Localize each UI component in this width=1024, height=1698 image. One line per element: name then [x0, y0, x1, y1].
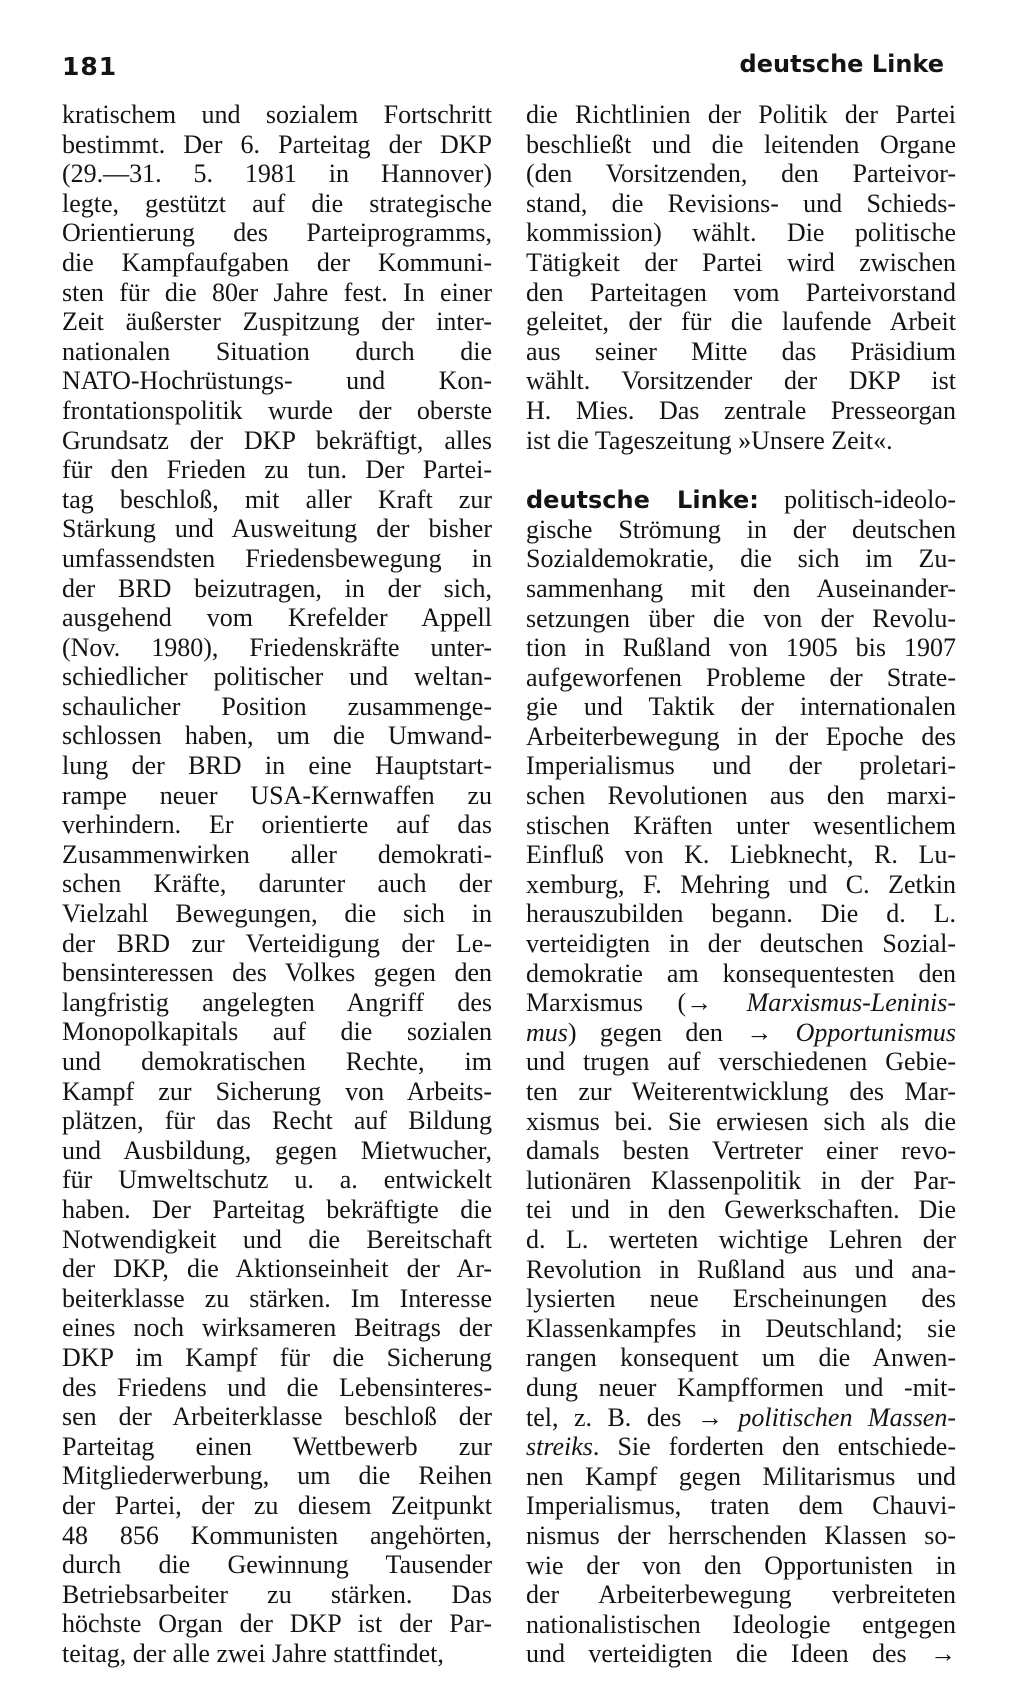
- text-line: nationalistischen Ideologie entgegen: [526, 1609, 956, 1639]
- left-column: [62, 100, 492, 1668]
- right-column: [526, 100, 956, 1669]
- text-line: dung neuer Kampfformen und -mit-: [526, 1372, 956, 1402]
- text-line: schen Kräfte, darunter auch der: [62, 869, 492, 899]
- reference-suffix: ) gegen den →: [567, 1017, 796, 1047]
- text-line: die Richtlinien der Politik der Partei: [526, 100, 956, 129]
- text-line-with-reference: [526, 1432, 956, 1462]
- text-line: Orientierung des Parteiprogramms,: [62, 218, 492, 248]
- text-line: frontationspolitik wurde der oberste: [62, 395, 492, 425]
- cross-reference-link[interactable]: streiks: [526, 1432, 593, 1462]
- text-line: beschließt und die leitenden Organe: [526, 129, 956, 159]
- text-line: Sozialdemokratie, die sich im Zu-: [526, 544, 956, 574]
- entry-first-line: [526, 485, 956, 515]
- text-line: haben. Der Parteitag bekräftigte die: [62, 1194, 492, 1224]
- text-line: Parteitag einen Wettbewerb zur: [62, 1431, 492, 1461]
- text-line: und trugen auf verschiedenen Gebie-: [526, 1047, 956, 1077]
- entry-first-line-text: politisch-ideolo-: [784, 485, 956, 515]
- text-line: sten für die 80er Jahre fest. In einer: [62, 277, 492, 307]
- text-line: Klassenkampfes in Deutschland; sie: [526, 1313, 956, 1343]
- text-line-with-reference: [526, 1403, 956, 1433]
- cross-reference-link[interactable]: mus: [526, 1017, 568, 1047]
- text-line: bensinteressen des Volkes gegen den: [62, 958, 492, 988]
- text-line: schiedlicher politischer und weltan-: [62, 662, 492, 692]
- text-line: gische Strömung in der deutschen: [526, 514, 956, 544]
- text-line: rampe neuer USA-Kernwaffen zu: [62, 780, 492, 810]
- text-line: Revolution in Rußland aus und ana-: [526, 1254, 956, 1284]
- cross-reference-link[interactable]: politischen Massen-: [738, 1402, 957, 1432]
- text-line: verteidigten in der deutschen Sozial-: [526, 929, 956, 959]
- text-line: Zusammenwirken aller demokrati-: [62, 839, 492, 869]
- text-line-with-reference: [526, 988, 956, 1018]
- text-line: Imperialismus, traten dem Chauvi-: [526, 1491, 956, 1521]
- text-line: (den Vorsitzenden, den Parteivor-: [526, 159, 956, 189]
- text-line: die Kampfaufgaben der Kommuni-: [62, 247, 492, 277]
- text-line: stand, die Revisions- und Schieds-: [526, 188, 956, 218]
- text-line: und demokratischen Rechte, im: [62, 1047, 492, 1076]
- text-line: verhindern. Er orientierte auf das: [62, 810, 492, 840]
- text-line: der Partei, der zu diesem Zeitpunkt: [62, 1490, 492, 1520]
- text-line: und verteidigten die Ideen des →: [526, 1639, 956, 1669]
- text-line: (29.—31. 5. 1981 in Hannover): [62, 159, 492, 189]
- text-line: schen Revolutionen aus den marxi-: [526, 781, 956, 811]
- text-line: schlossen haben, um die Umwand-: [62, 721, 492, 751]
- text-line: wie der von den Opportunisten in: [526, 1550, 956, 1580]
- text-line: bestimmt. Der 6. Parteitag der DKP: [62, 129, 492, 159]
- text-line: teitag, der alle zwei Jahre stattfindet,: [62, 1638, 444, 1668]
- text-line: xismus bei. Sie erwiesen sich als die: [526, 1106, 956, 1136]
- text-line: der BRD beizutragen, in der sich,: [62, 573, 492, 603]
- text-line: nationalen Situation durch die: [62, 336, 492, 366]
- text-line: Betriebsarbeiter zu stärken. Das: [62, 1579, 492, 1609]
- text-line: sammenhang mit den Auseinander-: [526, 573, 956, 603]
- text-line: xemburg, F. Mehring und C. Zetkin: [526, 869, 956, 899]
- text-line: kommission) wählt. Die politische: [526, 218, 956, 248]
- text-line: beiterklasse zu stärken. Im Interesse: [62, 1283, 492, 1313]
- text-line: der DKP, die Aktionseinheit der Ar-: [62, 1254, 492, 1284]
- text-line: (Nov. 1980), Friedenskräfte unter-: [62, 632, 492, 662]
- text-line: Notwendigkeit und die Bereitschaft: [62, 1224, 492, 1254]
- text-line: lutionären Klassenpolitik in der Par-: [526, 1165, 956, 1195]
- text-line: Vielzahl Bewegungen, die sich in: [62, 899, 492, 929]
- text-line: Stärkung und Ausweitung der bisher: [62, 514, 492, 544]
- entry-term: deutsche Linke:: [526, 486, 759, 515]
- text-line: lysierten neue Erscheinungen des: [526, 1284, 956, 1314]
- text-line: Arbeiterbewegung in der Epoche des: [526, 721, 956, 751]
- text-line: schaulicher Position zusammenge-: [62, 691, 492, 721]
- text-line: tion in Rußland von 1905 bis 1907: [526, 633, 956, 663]
- text-line: damals besten Vertreter einer revo-: [526, 1136, 956, 1166]
- text-line: den Parteitagen vom Parteivorstand: [526, 277, 956, 307]
- text-line: plätzen, für das Recht auf Bildung: [62, 1106, 492, 1136]
- text-line: gie und Taktik der internationalen: [526, 692, 956, 722]
- text-line: stischen Kräften unter wesentlichem: [526, 810, 956, 840]
- text-line: und Ausbildung, gegen Mietwucher,: [62, 1135, 492, 1165]
- text-line: Grundsatz der DKP bekräftigt, alles: [62, 425, 492, 455]
- reference-suffix: . Sie forderten den entschiede-: [592, 1432, 956, 1462]
- running-head: deutsche Linke: [739, 50, 944, 78]
- text-line: kratischem und sozialem Fortschritt: [62, 100, 492, 129]
- cross-reference-link[interactable]: Marxismus-Leninis-: [746, 988, 956, 1018]
- text-line: H. Mies. Das zentrale Presseorgan: [526, 395, 956, 425]
- text-line: d. L. werteten wichtige Lehren der: [526, 1224, 956, 1254]
- text-line: langfristig angelegten Angriff des: [62, 987, 492, 1017]
- text-line: Mitgliederwerbung, um die Reihen: [62, 1461, 492, 1491]
- text-line: NATO-Hochrüstungs- und Kon-: [62, 366, 492, 396]
- page-number: 181: [62, 52, 118, 81]
- text-line: für Umweltschutz u. a. entwickelt: [62, 1165, 492, 1195]
- text-line: Imperialismus und der proletari-: [526, 751, 956, 781]
- paragraph-gap: [526, 455, 956, 485]
- text-line: umfassendsten Friedensbewegung in: [62, 543, 492, 573]
- text-line: lung der BRD in eine Hauptstart-: [62, 751, 492, 781]
- text-line: rangen konsequent um die Anwen-: [526, 1343, 956, 1373]
- text-line: wählt. Vorsitzender der DKP ist: [526, 366, 956, 396]
- text-line: des Friedens und die Lebensinteres-: [62, 1372, 492, 1402]
- text-line-with-reference: [526, 1018, 956, 1048]
- text-line: herauszubilden begann. Die d. L.: [526, 899, 956, 929]
- text-line: legte, gestützt auf die strategische: [62, 188, 492, 218]
- text-line: sen der Arbeiterklasse beschloß der: [62, 1402, 492, 1432]
- text-line: aufgeworfenen Probleme der Strate-: [526, 662, 956, 692]
- text-line: ist die Tageszeitung »Unsere Zeit«.: [526, 425, 893, 455]
- text-line: höchste Organ der DKP ist der Par-: [62, 1609, 492, 1639]
- reference-prefix: Marxismus (→: [526, 988, 747, 1018]
- text-line: tag beschloß, mit aller Kraft zur: [62, 484, 492, 514]
- cross-reference-link[interactable]: Opportunismus: [795, 1017, 956, 1047]
- text-line: Tätigkeit der Partei wird zwischen: [526, 247, 956, 277]
- text-line: tei und in den Gewerkschaften. Die: [526, 1195, 956, 1225]
- text-line: Monopolkapitals auf die sozialen: [62, 1017, 492, 1047]
- text-line: ausgehend vom Krefelder Appell: [62, 603, 492, 633]
- text-line: setzungen über die von der Revolu-: [526, 603, 956, 633]
- text-line: Zeit äußerster Zuspitzung der inter-: [62, 307, 492, 337]
- text-line: Einfluß von K. Liebknecht, R. Lu-: [526, 840, 956, 870]
- reference-prefix: tel, z. B. des →: [526, 1402, 739, 1432]
- text-line: demokratie am konsequentesten den: [526, 958, 956, 988]
- text-line: der BRD zur Verteidigung der Le-: [62, 928, 492, 958]
- text-line: eines noch wirksameren Beitrags der: [62, 1313, 492, 1343]
- text-line: für den Frieden zu tun. Der Partei-: [62, 455, 492, 485]
- text-line: 48 856 Kommunisten angehörten,: [62, 1520, 492, 1550]
- text-line: aus seiner Mitte das Präsidium: [526, 336, 956, 366]
- text-line: nismus der herrschenden Klassen so-: [526, 1520, 956, 1550]
- text-line: Kampf zur Sicherung von Arbeits-: [62, 1076, 492, 1106]
- text-line: nen Kampf gegen Militarismus und: [526, 1461, 956, 1491]
- text-line: geleitet, der für die laufende Arbeit: [526, 307, 956, 337]
- text-line: DKP im Kampf für die Sicherung: [62, 1342, 492, 1372]
- text-line: der Arbeiterbewegung verbreiteten: [526, 1580, 956, 1610]
- text-line: durch die Gewinnung Tausender: [62, 1550, 492, 1580]
- text-line: ten zur Weiterentwicklung des Mar-: [526, 1077, 956, 1106]
